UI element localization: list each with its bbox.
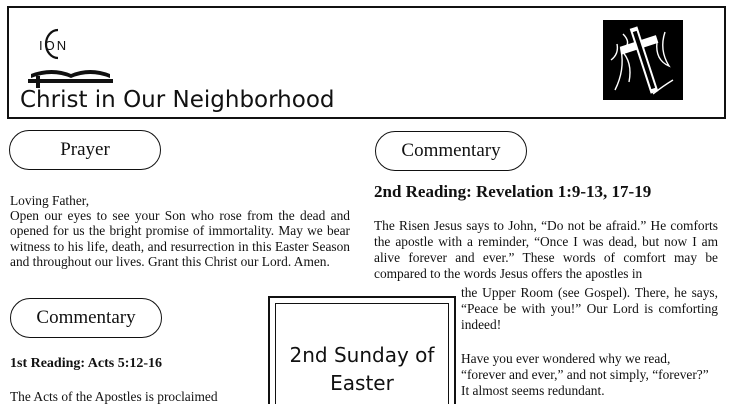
feature-box	[268, 296, 456, 404]
first-reading-text: The Acts of the Apostles is proclaimed	[10, 389, 218, 404]
second-reading-para1-wrap: the Upper Room (see Gospel). There, he says, “Peace be with you!” Our Lord is comforting indeed!	[461, 285, 718, 332]
commentary-heading-left: Commentary	[10, 298, 162, 338]
feature-title: 2nd Sunday of Easter	[289, 343, 435, 395]
site-title: Christ in Our Neighborhood	[20, 87, 335, 113]
logo-letters: ION	[39, 38, 69, 53]
prayer-heading: Prayer	[9, 130, 161, 170]
masthead	[7, 6, 726, 119]
second-reading-para1: The Risen Jesus says to John, “Do not be afraid.” He comforts the apostle with a reminder, “Once I was dead, but now I am alive forever and ever.” These words of comfort may be compared to the words Jesus offers the apostles in	[374, 218, 718, 281]
prayer-body: Open our eyes to see your Son who rose from the dead and opened for us the bright promise of immortality. May we bear witness to his life, death, and resurrection in this Easter Season and throughout our lives. Grant this Christ our Lord. Amen.	[10, 208, 350, 269]
prayer-text	[10, 193, 350, 269]
prayer-salutation: Loving Father,	[10, 193, 90, 208]
second-reading-title: 2nd Reading: Revelation 1:9-13, 17-19	[374, 182, 652, 201]
cross-with-lilies-icon	[603, 20, 683, 100]
second-reading-para2: Have you ever wondered why we read, “forever and ever,” and not simply, “forever?” It almost seems redundant.	[461, 351, 709, 398]
first-reading-title: 1st Reading: Acts 5:12-16	[10, 356, 163, 371]
book-with-c-logo-icon	[28, 28, 113, 88]
commentary-heading-right: Commentary	[375, 131, 527, 171]
